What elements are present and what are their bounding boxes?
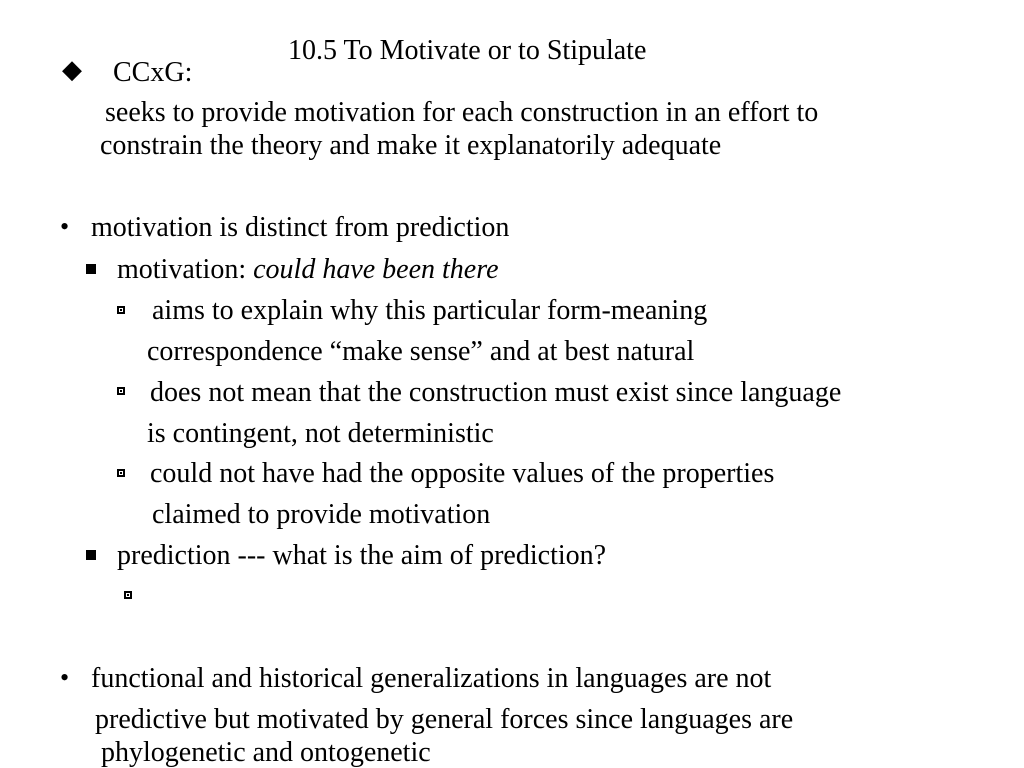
subbullet-prediction: prediction --- what is the aim of prediction? (117, 540, 607, 571)
item-2-line-1: does not mean that the construction must exist since language (150, 377, 842, 408)
ccxg-text-line-1: seeks to provide motivation for each construction in an effort to (105, 97, 819, 128)
item-3-line-1: could not have had the opposite values of the properties (150, 458, 775, 489)
dot-bullet-icon: • (60, 663, 70, 692)
hollow-square-bullet-icon (117, 469, 125, 477)
dot-bullet-icon: • (60, 212, 70, 241)
bullet-functional-line-2: predictive but motivated by general forces since languages are (95, 704, 794, 735)
bullet-functional-line-1: functional and historical generalizations in languages are not (91, 663, 772, 694)
hollow-square-bullet-icon (117, 387, 125, 395)
ccxg-text-line-2: constrain the theory and make it explanatorily adequate (100, 130, 722, 161)
ccxg-label: CCxG: (113, 57, 193, 88)
item-1-line-1: aims to explain why this particular form-meaning (152, 295, 708, 326)
subbullet-motivation-emphasis: could have been there (253, 254, 499, 285)
subbullet-motivation-lead: motivation: (117, 254, 254, 285)
item-3-line-2: claimed to provide motivation (152, 499, 491, 530)
hollow-square-bullet-icon (117, 306, 125, 314)
bullet-motivation-distinct: motivation is distinct from prediction (91, 212, 510, 243)
hollow-square-bullet-icon (124, 591, 132, 599)
diamond-bullet-icon: ◆ (62, 55, 82, 84)
bullet-functional-line-3: phylogenetic and ontogenetic (101, 737, 431, 768)
subbullet-motivation (117, 256, 499, 284)
filled-square-bullet-icon (86, 550, 96, 560)
filled-square-bullet-icon (86, 264, 96, 274)
item-1-line-2: correspondence “make sense” and at best natural (147, 336, 695, 367)
item-2-line-2: is contingent, not deterministic (147, 418, 494, 449)
slide-title: 10.5 To Motivate or to Stipulate (288, 35, 647, 66)
